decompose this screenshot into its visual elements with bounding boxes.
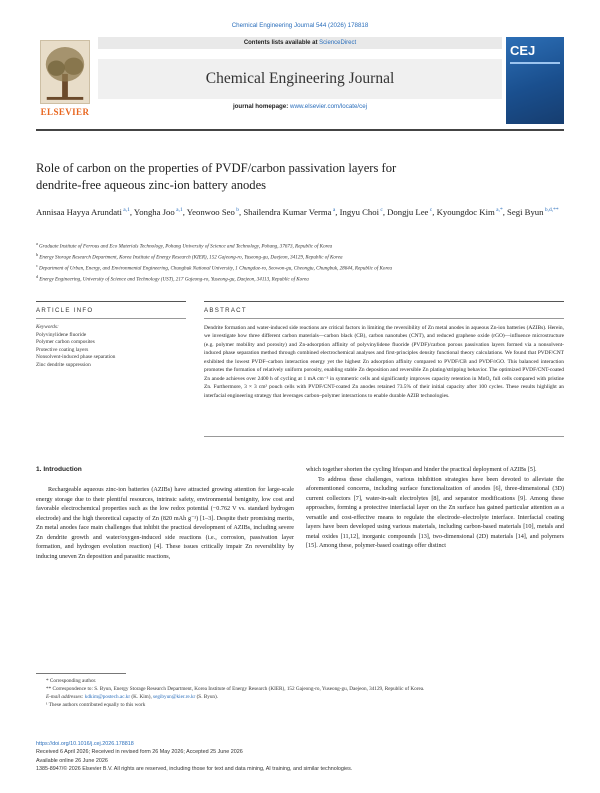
footnote-correspondence: ** Correspondence to: S. Byun, Energy Storage Research Department, Korea Institute of Energy Research (KIER), 152 Gajeong-ro, Yuseong-gu, Daejeon, 34129, Republic of Korea. [46, 686, 425, 693]
publisher-name: ELSEVIER [40, 107, 90, 117]
title-line-1: Role of carbon on the properties of PVDF/carbon passivation layers for [36, 161, 397, 175]
keyword: Polyvinylidene fluoride [36, 331, 87, 338]
article-info-heading: ARTICLE INFO [36, 307, 94, 314]
paragraph: To address these challenges, various inhibition strategies have been devoted to alleviate the aforementioned concerns, including surface functionalization of anodes [6], three-dimensional (3D) current collectors [7], water-in-salt electrolytes [8], and separator modifications [9]. Among these approaches, forming a protective interfacial layer on the Zn surface has gained particular attention as a versatile and cost-effective means to regulate the electrode–electrolyte interface. Interfacial coating layers have been developed using various materials, including carbon-based materials [10], metals and metal oxides [11,12], inorganic compounds [13], two-dimensional (2D) materials [14], and polymers [15]. Among these, polymer-based coatings offer distinct [306, 476, 564, 550]
author-name[interactable]: Ingyu Choi $^c$ [339, 206, 383, 217]
keyword: Nonsolvent-induced phase separation [36, 354, 116, 361]
email-link-kim[interactable]: kdkim@postech.ac.kr [84, 694, 131, 701]
author-name[interactable]: Dongju Lee $^c$ [387, 206, 433, 217]
footnote-corresponding: * Corresponding author. [46, 678, 97, 684]
journal-title[interactable]: Chemical Engineering Journal [98, 59, 502, 99]
keywords-list [36, 332, 186, 370]
keyword: Protective coating layers [36, 346, 89, 353]
author-name[interactable]: Yeonwoo Seo $^b$ [186, 206, 239, 217]
affiliation: $^d$ Energy Engineering, University of Science and Technology (UST), 217 Gajeong-ro, Yuseong-gu, Daejeon, 34113, Republic of Korea [36, 274, 309, 283]
footnote-emails: E-mail addresses: kdkim@postech.ac.kr (K. Kim), segibyun@kier.re.kr (S. Byun). [46, 694, 219, 701]
affiliation: $^b$ Energy Storage Research Department, Korea Institute of Energy Research (KIER), 152 Gajeong-ro, Yuseong-gu, Daejeon, 34129, Republic of Korea [36, 252, 343, 261]
keyword: Polymer carbon composites [36, 339, 95, 346]
abstract-bottom-rule [204, 436, 564, 437]
keyword: Zinc dendrite suppression [36, 361, 91, 368]
author-name[interactable]: Segi Byun $^{b,d,**}$ [507, 206, 559, 217]
cover-accent-bar [510, 62, 560, 64]
abstract-rule [204, 301, 564, 302]
footnote-equal-contribution: ¹ These authors contributed equally to this work [46, 702, 146, 709]
received-dates: Received 6 April 2026; Received in revised form 26 May 2026; Accepted 25 June 2026 [36, 749, 243, 756]
article-info-subrule [36, 318, 186, 319]
abstract-heading: ABSTRACT [204, 307, 247, 314]
journal-cover-thumbnail[interactable] [506, 37, 564, 124]
affiliation-list [36, 240, 564, 284]
footnotes [36, 677, 564, 709]
body-column-left [36, 486, 294, 562]
paragraph-continued: which together shorten the cycling lifespan and hinder the practical deployment of AZIBs [5]. [306, 467, 537, 473]
section-heading-introduction: 1. Introduction [36, 466, 82, 473]
affiliation: $^a$ Graduate Institute of Ferrous and Eco Materials Technology, Pohang University of Science and Technology, Pohang, 37673, Republic of Korea [36, 241, 333, 250]
article-title [36, 160, 564, 194]
keywords-label: Keywords: [36, 324, 59, 330]
email-link-byun[interactable]: segibyun@kier.re.kr [153, 694, 196, 701]
online-date: Available online 26 June 2026 [36, 757, 108, 764]
paragraph: Rechargeable aqueous zinc-ion batteries (AZIBs) have attracted growing attention for large-scale energy storage due to their plentiful resources, intrinsic safety, environmental benignity, low cost and favorable electrochemical properties such as the low redox potential (−0.762 V vs. standard hydrogen electrode) and the high theoretical capacity of Zn (820 mAh g⁻¹) [1–3]. Despite their promising merits, Zn metal anodes face main challenges that inhibit the practical development of AZIBs, including severe Zn dendrite growth and water/oxygen-induced side reactions (i.e., corrosion, passivation layer formation, and hydrogen evolution reaction) [4]. These issues critically impair Zn reversibility by inducing uneven Zn deposition and parasitic reactions, [36, 487, 294, 560]
elsevier-tree-icon [40, 40, 90, 104]
author-list: Annisaa Hayya Arundati $^{a,1}$, Yongha Joo $^{a,1}$, Yeonwoo Seo $^b$, Shailendra Kumar Verma $^a$, Ingyu Choi $^c$, Dongju Lee $^c$, Kyoungdoc Kim $^{a,*}$, Segi Byun $^{b,d,**}$ [36, 206, 559, 217]
header-divider [36, 129, 564, 131]
doi-link[interactable]: https://doi.org/10.1016/j.cej.2026.178818 [36, 741, 134, 747]
journal-citation[interactable]: Chemical Engineering Journal 544 (2026) 178818 [231, 22, 369, 29]
title-line-2: dendrite-free aqueous zinc-ion battery anodes [36, 178, 267, 192]
author-name[interactable]: Annisaa Hayya Arundati $^{a,1}$ [36, 206, 130, 217]
publication-info [36, 740, 564, 774]
author-name[interactable]: Kyoungdoc Kim $^{a,*}$ [436, 206, 503, 217]
sciencedirect-link[interactable]: ScienceDirect [319, 40, 357, 46]
journal-homepage: journal homepage: www.elsevier.com/locate/cej [232, 103, 368, 110]
footnote-rule [36, 673, 126, 674]
contents-availability: Contents lists available at ScienceDirect [98, 37, 502, 49]
copyright: 1385-8947/© 2026 Elsevier B.V. All rights are reserved, including those for text and data mining, AI training, and similar technologies. [36, 766, 353, 773]
author-name[interactable]: Shailendra Kumar Verma $^a$ [243, 206, 336, 217]
elsevier-logo[interactable] [36, 37, 94, 124]
keywords-block [36, 324, 186, 370]
masthead [36, 37, 564, 124]
author-name[interactable]: Yongha Joo $^{a,1}$ [133, 206, 183, 217]
body-column-right [306, 466, 564, 552]
journal-header-box [98, 37, 502, 124]
abstract-subrule [204, 318, 564, 319]
cover-title: CEJ [510, 43, 536, 58]
article-info-rule [36, 301, 186, 302]
journal-homepage-link[interactable]: www.elsevier.com/locate/cej [290, 103, 368, 110]
affiliation: $^c$ Department of Urban, Energy, and Environmental Engineering, Chungbuk National University, 1 Chungdae-ro, Seowon-gu, Cheongju, Chungbuk, 28644, Republic of Korea [36, 263, 393, 272]
abstract-text: Dendrite formation and water-induced side reactions are critical factors in limiting the reversibility of Zn metal anodes in aqueous Zn-ion batteries (AZIBs). Herein, we investigate how three different carbon materials—carbon black (CB), carbon nanotubes (CNT), and reduced graphene oxide (rGO)—influence microstructure (e.g. polymer mobility and porosity) and Zn-adsorption affinity of polyvinylidene fluoride (PVDF)/carbon porous passivation layers formed via a nonsolvent-induced phase separation method through combined electrochemical analyses and first-principles density functional theory calculations. We found that PVDF/CNT exhibited the lowest PVDF–carbon interaction energy yet the highest Zn adsorption affinity compared to PVDF/CB and PVDF/rGO. This balanced interaction promotes the formation of relatively uniform porosity, enabling stable Zn deposition and reversible Zn plating/stripping behavior. The optimized PVDF/CNT-coated Zn anode achieves over 2400 h of cycling at 1 mA cm⁻² in symmetric cells and significantly improves capacity retention in MnO₂ full cells compared with pristine Zn. Furthermore, 3 × 3 cm² pouch cells with PVDF/CNT-coated Zn anodes retained 73.5% of their initial capacity after 100 cycles. These results highlight an interfacial engineering strategy that leverages carbon–polymer interactions to enable durable AZIB technologies. [204, 325, 564, 399]
